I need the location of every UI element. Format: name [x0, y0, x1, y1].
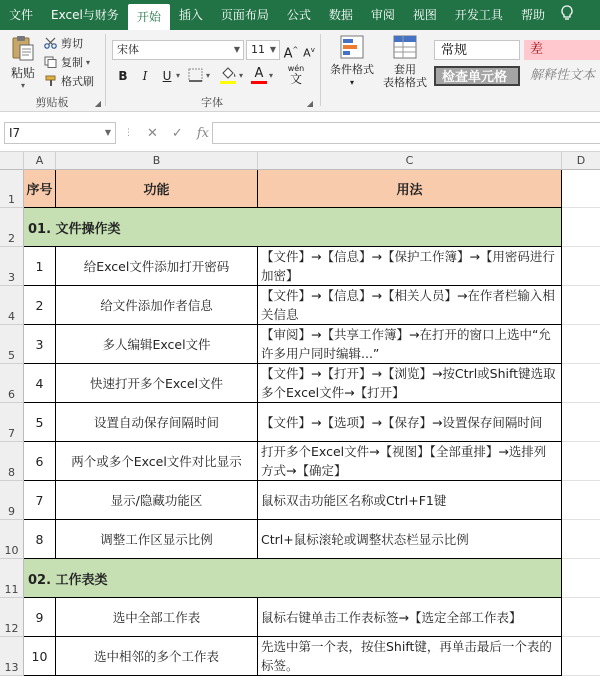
- empty-cell-d[interactable]: [562, 559, 600, 598]
- phonetic-label: wén: [287, 64, 305, 73]
- paint-bucket-icon: [220, 66, 238, 80]
- tab-formulas[interactable]: 公式: [286, 8, 311, 22]
- name-box[interactable]: [4, 122, 116, 144]
- font-name-combo[interactable]: [112, 40, 244, 60]
- name-box-value: I7: [9, 126, 21, 140]
- chevron-down-icon[interactable]: ▾: [239, 71, 244, 80]
- empty-cell-d[interactable]: [562, 170, 600, 208]
- table-format-icon: [392, 34, 418, 60]
- grow-font-button[interactable]: A^: [283, 46, 299, 62]
- function-cell[interactable]: 显示/隐藏功能区: [56, 481, 258, 520]
- borders-icon[interactable]: [188, 68, 204, 82]
- usage-cell[interactable]: 【文件】→【信息】→【保护工作簿】→【用密码进行加密】: [258, 247, 562, 286]
- select-all-corner[interactable]: [0, 152, 24, 170]
- function-cell[interactable]: 选中全部工作表: [56, 598, 258, 637]
- number-cell[interactable]: 8: [24, 520, 56, 559]
- empty-cell-d[interactable]: [562, 442, 600, 481]
- lightbulb-icon[interactable]: [554, 5, 580, 25]
- insert-function-icon[interactable]: fx: [196, 125, 209, 141]
- formula-bar: [0, 112, 600, 152]
- function-cell[interactable]: 选中相邻的多个工作表: [56, 637, 258, 676]
- tab-page-layout[interactable]: 页面布局: [220, 8, 269, 22]
- tab-data[interactable]: 数据: [328, 8, 353, 22]
- empty-cell-d[interactable]: [562, 364, 600, 403]
- tab-review[interactable]: 审阅: [370, 8, 395, 22]
- function-cell[interactable]: 快速打开多个Excel文件: [56, 364, 258, 403]
- column-header-d[interactable]: D: [562, 152, 600, 170]
- style-explanatory[interactable]: 解释性文本: [530, 68, 596, 83]
- number-cell[interactable]: 7: [24, 481, 56, 520]
- usage-cell[interactable]: 【审阅】→【共享工作簿】→在打开的窗口上选中“允许多用户同时编辑...”: [258, 325, 562, 364]
- row-header[interactable]: 11: [0, 559, 24, 598]
- clipboard-group-label: 剪贴板: [35, 96, 69, 109]
- chevron-down-icon: ▼: [104, 128, 111, 137]
- usage-cell[interactable]: 【文件】→【选项】→【保存】→设置保存间隔时间: [258, 403, 562, 442]
- row-header[interactable]: 8: [0, 442, 24, 481]
- font-dialog-launcher-icon[interactable]: ◢: [306, 99, 313, 108]
- paintbrush-icon: [44, 75, 58, 87]
- header-cell[interactable]: 序号: [24, 170, 56, 208]
- function-cell[interactable]: 两个或多个Excel文件对比显示: [56, 442, 258, 481]
- empty-cell-d[interactable]: [562, 325, 600, 364]
- function-cell[interactable]: 给Excel文件添加打开密码: [56, 247, 258, 286]
- empty-cell-d[interactable]: [562, 598, 600, 637]
- row-header[interactable]: 7: [0, 403, 24, 442]
- empty-cell-d[interactable]: [562, 481, 600, 520]
- format-painter-label: 格式刷: [61, 75, 94, 88]
- ribbon-home: [0, 30, 600, 112]
- formula-bar-buttons: [118, 122, 209, 144]
- enter-icon[interactable]: ✓: [171, 125, 183, 141]
- row-header[interactable]: 9: [0, 481, 24, 520]
- usage-cell[interactable]: 【文件】→【信息】→【相关人员】→在作者栏输入相关信息: [258, 286, 562, 325]
- font-name-value: 宋体: [117, 43, 139, 56]
- ribbon-separator: [105, 34, 106, 106]
- copy-button[interactable]: 复制 ▾: [44, 54, 90, 70]
- chevron-down-icon[interactable]: ▾: [176, 71, 181, 80]
- function-cell[interactable]: 多人编辑Excel文件: [56, 325, 258, 364]
- conditional-format-icon: [339, 34, 365, 60]
- row-header[interactable]: 1: [0, 170, 24, 208]
- ribbon-tab-bar: [0, 0, 600, 30]
- grow-font-label: A: [283, 46, 293, 62]
- font-size-value: 11: [251, 43, 265, 56]
- tab-view[interactable]: 视图: [412, 8, 437, 22]
- row-header[interactable]: 6: [0, 364, 24, 403]
- row-header[interactable]: 2: [0, 208, 24, 247]
- empty-cell-d[interactable]: [562, 403, 600, 442]
- font-group-label: 字体: [201, 96, 223, 109]
- category-row[interactable]: 02. 工作表类: [24, 559, 562, 598]
- row-header[interactable]: 4: [0, 286, 24, 325]
- clipboard-dialog-launcher-icon[interactable]: ◢: [94, 99, 101, 108]
- ribbon-separator: [320, 34, 321, 106]
- usage-cell[interactable]: 【文件】→【打开】→【浏览】→按Ctrl或Shift键选取多个Excel文件→【打开】: [258, 364, 562, 403]
- number-cell[interactable]: 9: [24, 598, 56, 637]
- row-header[interactable]: 13: [0, 637, 24, 676]
- tab-insert[interactable]: 插入: [178, 8, 203, 22]
- style-check-cell[interactable]: 检查单元格: [434, 66, 520, 86]
- tab-excel-finance[interactable]: Excel与财务: [51, 8, 119, 22]
- fill-color-button[interactable]: [220, 66, 238, 84]
- empty-cell-d[interactable]: [562, 286, 600, 325]
- row-header[interactable]: 10: [0, 520, 24, 559]
- cut-button[interactable]: [44, 35, 83, 51]
- usage-cell[interactable]: 鼠标右键单击工作表标签→【选定全部工作表】: [258, 598, 562, 637]
- empty-cell-d[interactable]: [562, 208, 600, 247]
- copy-label: 复制: [61, 56, 83, 69]
- column-header-b[interactable]: B: [56, 152, 258, 170]
- number-cell[interactable]: 6: [24, 442, 56, 481]
- row-header[interactable]: 3: [0, 247, 24, 286]
- paste-icon: [11, 34, 35, 62]
- format-as-table-button[interactable]: [380, 34, 430, 89]
- chevron-down-icon[interactable]: ▾: [206, 71, 211, 80]
- format-as-table-label: 套用 表格格式: [383, 63, 427, 89]
- number-cell[interactable]: 4: [24, 364, 56, 403]
- header-cell[interactable]: 用法: [258, 170, 562, 208]
- formula-input[interactable]: [212, 122, 600, 144]
- tab-file[interactable]: 文件: [9, 8, 34, 22]
- phonetic-char-icon: 文: [289, 72, 302, 86]
- category-row[interactable]: 01. 文件操作类: [24, 208, 562, 247]
- paste-label: 粘贴: [10, 66, 35, 80]
- style-normal[interactable]: 常规: [434, 40, 520, 60]
- style-bad[interactable]: 差: [524, 40, 600, 60]
- phonetic-guide-button[interactable]: [284, 64, 308, 85]
- chevron-down-icon[interactable]: ▾: [269, 71, 274, 80]
- tab-developer[interactable]: 开发工具: [454, 8, 503, 22]
- fill-color-swatch: [220, 81, 236, 84]
- empty-cell-d[interactable]: [562, 637, 600, 676]
- scissors-icon: [44, 37, 58, 49]
- number-cell[interactable]: 2: [24, 286, 56, 325]
- font-size-combo[interactable]: [246, 40, 280, 60]
- number-cell[interactable]: 5: [24, 403, 56, 442]
- shrink-font-button[interactable]: $A^v$: [303, 46, 315, 60]
- column-header-a[interactable]: A: [24, 152, 56, 170]
- chevron-down-icon: ▼: [269, 45, 276, 54]
- number-cell[interactable]: 10: [24, 637, 56, 676]
- format-painter-button[interactable]: [44, 73, 94, 89]
- cut-label: 剪切: [61, 37, 83, 50]
- font-group: [108, 30, 316, 112]
- usage-cell[interactable]: 鼠标双击功能区名称或Ctrl+F1键: [258, 481, 562, 520]
- function-cell[interactable]: 给文件添加作者信息: [56, 286, 258, 325]
- row-header[interactable]: 5: [0, 325, 24, 364]
- usage-cell[interactable]: 打开多个Excel文件→【视图】【全部重排】→选排列方式→【确定】: [258, 442, 562, 481]
- empty-cell-d[interactable]: [562, 247, 600, 286]
- column-header-c[interactable]: C: [258, 152, 562, 170]
- clipboard-group: [0, 30, 104, 112]
- header-cell[interactable]: 功能: [56, 170, 258, 208]
- italic-button[interactable]: I: [142, 69, 148, 83]
- font-color-swatch: [251, 81, 267, 84]
- underline-button[interactable]: U: [162, 69, 172, 83]
- conditional-format-label: 条件格式: [330, 63, 374, 76]
- number-cell[interactable]: 1: [24, 247, 56, 286]
- number-cell[interactable]: 3: [24, 325, 56, 364]
- cancel-icon[interactable]: ✕: [147, 125, 158, 141]
- chevron-down-icon: ▼: [233, 45, 240, 54]
- font-color-button[interactable]: [250, 66, 268, 84]
- more-options-icon: ⋮: [124, 128, 133, 138]
- conditional-format-button[interactable]: 条件格式 ▾: [324, 34, 380, 89]
- function-cell[interactable]: 设置自动保存间隔时间: [56, 403, 258, 442]
- font-color-icon: A: [254, 66, 264, 81]
- function-cell[interactable]: 调整工作区显示比例: [56, 520, 258, 559]
- copy-icon: [44, 56, 58, 68]
- shrink-font-label: A: [303, 46, 311, 60]
- tab-help[interactable]: 帮助: [520, 8, 545, 22]
- row-header[interactable]: 12: [0, 598, 24, 637]
- usage-cell[interactable]: 先选中第一个表，按住Shift键，再单击最后一个表的标签。: [258, 637, 562, 676]
- paste-button[interactable]: 粘贴 ▾: [8, 34, 38, 90]
- tab-home[interactable]: 开始: [128, 4, 170, 30]
- usage-cell[interactable]: Ctrl+鼠标滚轮或调整状态栏显示比例: [258, 520, 562, 559]
- empty-cell-d[interactable]: [562, 520, 600, 559]
- bold-button[interactable]: B: [118, 69, 128, 83]
